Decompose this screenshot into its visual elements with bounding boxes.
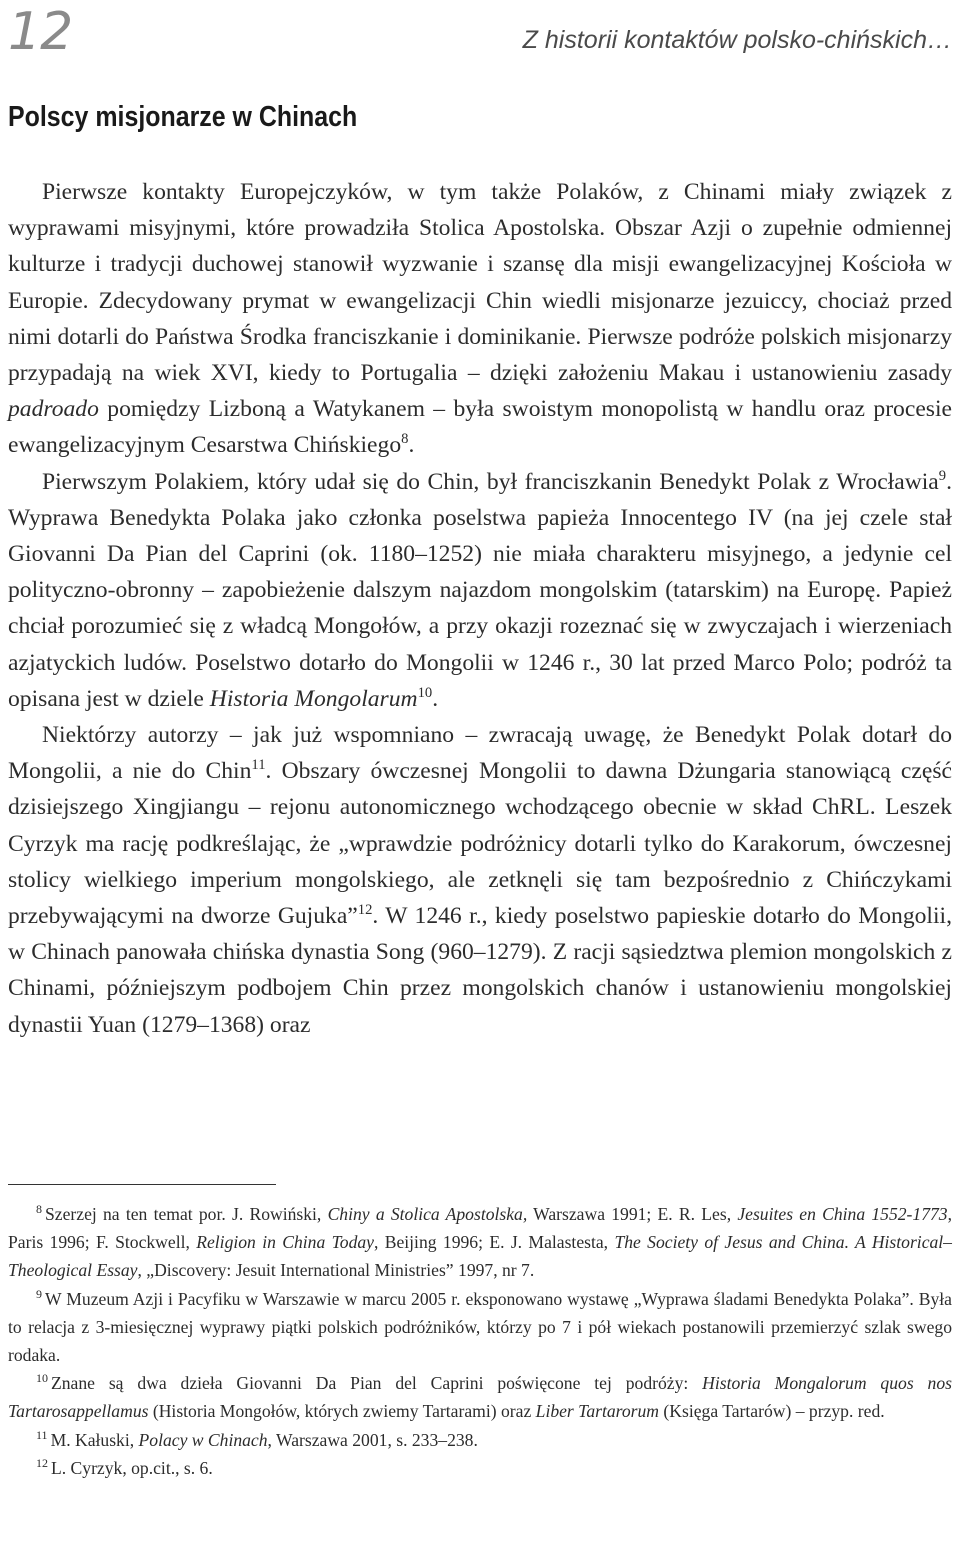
footnote-ref-8[interactable]: 8	[401, 431, 409, 448]
running-head: Z historii kontaktów polsko-chińskich…	[522, 26, 952, 54]
section-title: Polscy misjonarze w Chinach	[8, 101, 358, 133]
footnote-divider	[8, 1184, 276, 1185]
footnote-ref-11[interactable]: 11	[251, 757, 266, 774]
page-number: 12	[8, 2, 73, 62]
footnote-12: $^{12}$ L. Cyrzyk, op.cit., s. 6.	[36, 1455, 213, 1478]
paragraph-3: Niektórzy autorzy – jak już wspomniano – zwracają uwagę, że Benedykt Polak dotarł do Mongolii, a nie do Chin$^{11}$. Obszary ówczesnej Mongolii to dawna Dżungaria stanowiącą część dzisiejszego Xingjiangu – rejonu autonomicznego wchodzącego obecnie w skład ChRL. Leszek Cyrzyk ma rację podkreślając, że „wprawdzie podróżnicy dotarli tylko do Karakorum, ówczesnej stolicy wielkiego imperium mongolskiego, ale zetknęli się tam bezpośrednio z Chińczykami przebywającymi na dworze Gujuka”$^{12}$. W 1246 r., kiedy poselstwo papieskie dotarło do Mongolii, w Chinach panowała chińska dynastia Song (960–1279). Z racji sąsiedztwa plemion mongolskich z Chinami, późniejszym podbojem Chin przez mongolskich chanów i ustanowieniu mongolskiej dynastii Yuan (1279–1368) oraz	[8, 722, 952, 1038]
footnote-ref-10[interactable]: 10	[417, 684, 433, 701]
footnote-10: $^{10}$ Znane są dwa dzieła Giovanni Da Pian del Caprini poświęcone tej podróży: Historia Mongalorum quos nos Tartarosappellamus (Historia Mongołów, których zwiemy Tartarami) oraz Liber Tartarorum (Księga Tartarów) – przyp. red.	[8, 1371, 952, 1422]
paragraph-2: Pierwszym Polakiem, który udał się do Chin, był franciszkanin Benedykt Polak z Wrocławia$^9$. Wyprawa Benedykta Polaka jako członka poselstwa papieża Innocentego IV (na jej czele stał Giovanni Da Pian del Caprini (ok. 1180–1252) nie miała charakteru misyjnego, a jedynie cel polityczno-obronny – zapobieżenie dalszym najazdom mongolskim (tatarskim) na Europę. Papież chciał porozumieć się z władcą Mongołów, a przy okazji rozeznać się w zwyczajach i wierzeniach azjatyckich ludów. Poselstwo dotarło do Mongolii w 1246 r., 30 lat przed Marco Polo; podróż ta opisana jest w dziele Historia Mongolarum$^{10}$.	[8, 467, 952, 712]
body-text	[8, 174, 952, 1043]
paragraph-1: Pierwsze kontakty Europejczyków, w tym także Polaków, z Chinami miały związek z wyprawami misyjnymi, które prowadziła Stolica Apostolska. Obszar Azji o zupełnie odmiennej kulturze i tradycji duchowej stanowił wyzwanie i szansę dla misji ewangelizacyjnej Kościoła w Europie. Zdecydowany prymat w ewangelizacji Chin wiedli misjonarze jezuiccy, chociaż przed nimi dotarli do Państwa Środka franciszkanie i dominikanie. Pierwsze podróże polskich misjonarzy przypadają na wiek XVI, kiedy to Portugalia – dzięki założeniu Makau i ustanowieniu zasady padroado pomiędzy Lizboną a Watykanem – była swoistym monopolistą w handlu oraz procesie ewangelizacyjnym Cesarstwa Chińskiego$^8$.	[8, 179, 952, 459]
footnote-ref-12[interactable]: 12	[357, 902, 373, 919]
footnote-11: $^{11}$ M. Kałuski, Polacy w Chinach, Warszawa 2001, s. 233–238.	[36, 1427, 478, 1450]
page-header	[0, 0, 960, 70]
footnote-8: $^8$ Szerzej na ten temat por. J. Rowiński, Chiny a Stolica Apostolska, Warszawa 1991; E. R. Les, Jesuites en China 1552-1773, Paris 1996; F. Stockwell, Religion in China Today, Beijing 1996; E. J. Malastesta, The Society of Jesus and China. A Historical–Theological Essay, „Discovery: Jesuit International Ministries” 1997, nr 7.	[8, 1202, 952, 1281]
footnote-ref-9[interactable]: 9	[938, 467, 947, 484]
footnote-9: $^9$ W Muzeum Azji i Pacyfiku w Warszawie w marcu 2005 r. eksponowano wystawę „Wyprawa śladami Benedykta Polaka”. Była to relacja z 3-miesięcznej wyprawy piątki polskich podróżników, którzy po 7 i pół wiekach postanowili przemierzyć szlak swego rodaka.	[8, 1286, 952, 1366]
footnotes	[8, 1200, 952, 1482]
